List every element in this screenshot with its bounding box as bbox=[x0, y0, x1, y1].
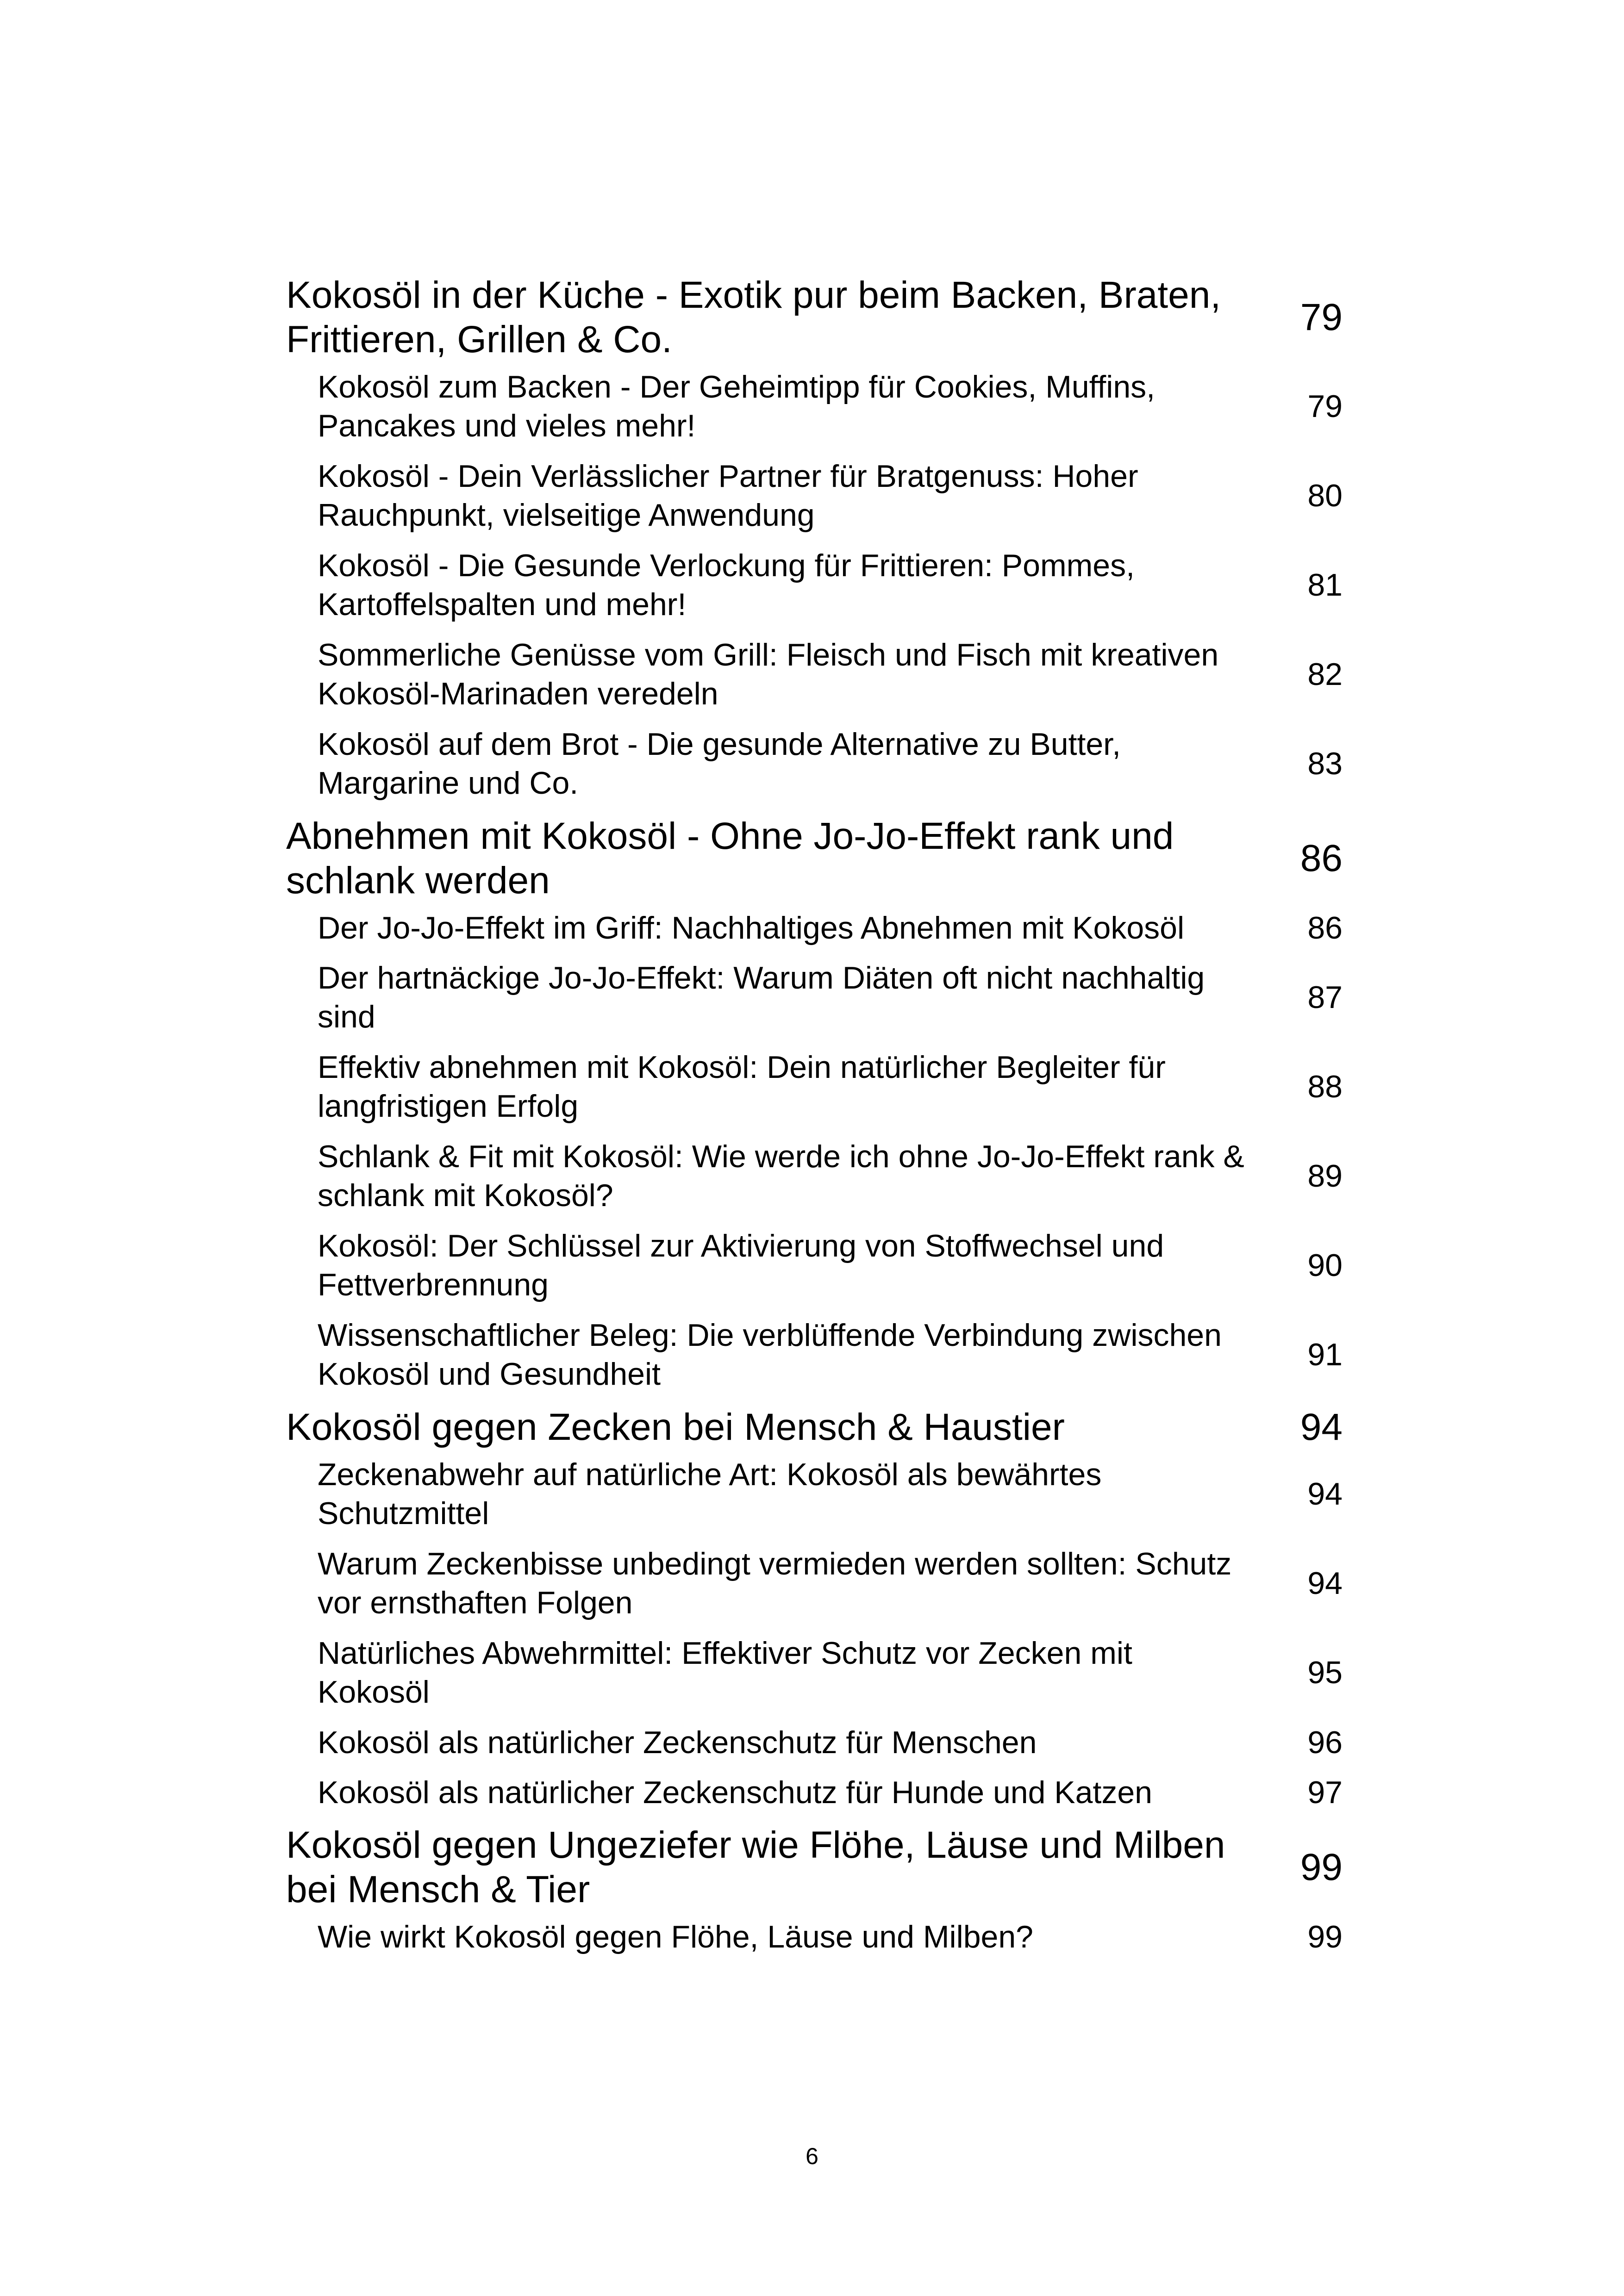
chapter-page-number: 79 bbox=[1300, 296, 1343, 338]
toc-section[interactable] bbox=[286, 908, 1343, 947]
chapter-title: Abnehmen mit Kokosöl - Ohne Jo-Jo-Effekt rank und schlank werden bbox=[286, 815, 1174, 902]
chapter-page-number: 99 bbox=[1300, 1846, 1343, 1888]
section-title: Kokosöl: Der Schlüssel zur Aktivierung von Stoffwechsel und Fettverbrennung bbox=[318, 1228, 1164, 1302]
section-page-number: 90 bbox=[1307, 1248, 1343, 1283]
toc-section[interactable] bbox=[286, 1917, 1343, 1956]
page-number: 6 bbox=[806, 2143, 818, 2169]
toc-section[interactable] bbox=[286, 1137, 1343, 1215]
toc-section[interactable] bbox=[286, 1544, 1343, 1622]
section-title: Schlank & Fit mit Kokosöl: Wie werde ich ohne Jo-Jo-Effekt rank & schlank mit Kokosöl? bbox=[318, 1139, 1244, 1213]
section-title: Kokosöl zum Backen - Der Geheimtipp für Cookies, Muffins, Pancakes und vieles mehr! bbox=[318, 369, 1156, 443]
section-title: Kokosöl auf dem Brot - Die gesunde Alternative zu Butter, Margarine und Co. bbox=[318, 727, 1121, 801]
section-page-number: 97 bbox=[1307, 1775, 1343, 1810]
section-page-number: 94 bbox=[1307, 1476, 1343, 1512]
section-page-number: 95 bbox=[1307, 1655, 1343, 1690]
chapter-page-number: 94 bbox=[1300, 1406, 1343, 1448]
toc-section[interactable] bbox=[286, 1634, 1343, 1711]
toc-section[interactable] bbox=[286, 546, 1343, 624]
toc-section[interactable] bbox=[286, 1316, 1343, 1394]
section-title: Kokosöl - Die Gesunde Verlockung für Frittieren: Pommes, Kartoffelspalten und mehr! bbox=[318, 548, 1135, 622]
chapter-page-number: 86 bbox=[1300, 837, 1343, 879]
toc-section[interactable] bbox=[286, 635, 1343, 713]
section-title: Zeckenabwehr auf natürliche Art: Kokosöl als bewährtes Schutzmittel bbox=[318, 1457, 1102, 1531]
section-page-number: 89 bbox=[1307, 1158, 1343, 1194]
section-page-number: 88 bbox=[1307, 1069, 1343, 1104]
toc-section[interactable] bbox=[286, 1773, 1343, 1812]
section-title: Kokosöl als natürlicher Zeckenschutz für Menschen bbox=[318, 1725, 1037, 1760]
section-title: Kokosöl - Dein Verlässlicher Partner für Bratgenuss: Hoher Rauchpunkt, vielseitige Anwendung bbox=[318, 459, 1138, 533]
section-page-number: 87 bbox=[1307, 980, 1343, 1015]
section-page-number: 86 bbox=[1307, 910, 1343, 946]
toc-chapter[interactable] bbox=[286, 1405, 1343, 1450]
toc-chapter[interactable] bbox=[286, 814, 1343, 903]
section-page-number: 83 bbox=[1307, 746, 1343, 781]
section-title: Wissenschaftlicher Beleg: Die verblüffende Verbindung zwischen Kokosöl und Gesundheit bbox=[318, 1318, 1222, 1392]
table-of-contents bbox=[286, 273, 1343, 1967]
section-page-number: 81 bbox=[1307, 567, 1343, 603]
section-title: Der hartnäckige Jo-Jo-Effekt: Warum Diäten oft nicht nachhaltig sind bbox=[318, 960, 1205, 1034]
section-title: Kokosöl als natürlicher Zeckenschutz für Hunde und Katzen bbox=[318, 1775, 1152, 1810]
section-page-number: 80 bbox=[1307, 478, 1343, 513]
section-title: Natürliches Abwehrmittel: Effektiver Schutz vor Zecken mit Kokosöl bbox=[318, 1636, 1132, 1710]
section-title: Effektiv abnehmen mit Kokosöl: Dein natürlicher Begleiter für langfristigen Erfolg bbox=[318, 1050, 1166, 1124]
chapter-title: Kokosöl in der Küche - Exotik pur beim Backen, Braten, Frittieren, Grillen & Co. bbox=[286, 274, 1221, 361]
toc-section[interactable] bbox=[286, 1723, 1343, 1762]
section-title: Sommerliche Genüsse vom Grill: Fleisch und Fisch mit kreativen Kokosöl-Marinaden veredeln bbox=[318, 637, 1219, 711]
section-page-number: 79 bbox=[1307, 389, 1343, 424]
toc-section[interactable] bbox=[286, 367, 1343, 445]
toc-section[interactable] bbox=[286, 958, 1343, 1036]
toc-section[interactable] bbox=[286, 1455, 1343, 1533]
section-page-number: 82 bbox=[1307, 657, 1343, 692]
section-title: Warum Zeckenbisse unbedingt vermieden werden sollten: Schutz vor ernsthaften Folgen bbox=[318, 1546, 1232, 1620]
toc-section[interactable] bbox=[286, 725, 1343, 803]
chapter-title: Kokosöl gegen Zecken bei Mensch & Haustier bbox=[286, 1406, 1065, 1448]
toc-section[interactable] bbox=[286, 1048, 1343, 1126]
toc-section[interactable] bbox=[286, 457, 1343, 535]
section-page-number: 96 bbox=[1307, 1725, 1343, 1760]
toc-chapter[interactable] bbox=[286, 1823, 1343, 1912]
toc-section[interactable] bbox=[286, 1226, 1343, 1304]
toc-chapter[interactable] bbox=[286, 273, 1343, 362]
section-title: Wie wirkt Kokosöl gegen Flöhe, Läuse und Milben? bbox=[318, 1919, 1033, 1954]
section-page-number: 91 bbox=[1307, 1337, 1343, 1372]
section-title: Der Jo-Jo-Effekt im Griff: Nachhaltiges Abnehmen mit Kokosöl bbox=[318, 910, 1185, 946]
section-page-number: 94 bbox=[1307, 1566, 1343, 1601]
section-page-number: 99 bbox=[1307, 1919, 1343, 1954]
chapter-title: Kokosöl gegen Ungeziefer wie Flöhe, Läuse und Milben bei Mensch & Tier bbox=[286, 1824, 1225, 1910]
